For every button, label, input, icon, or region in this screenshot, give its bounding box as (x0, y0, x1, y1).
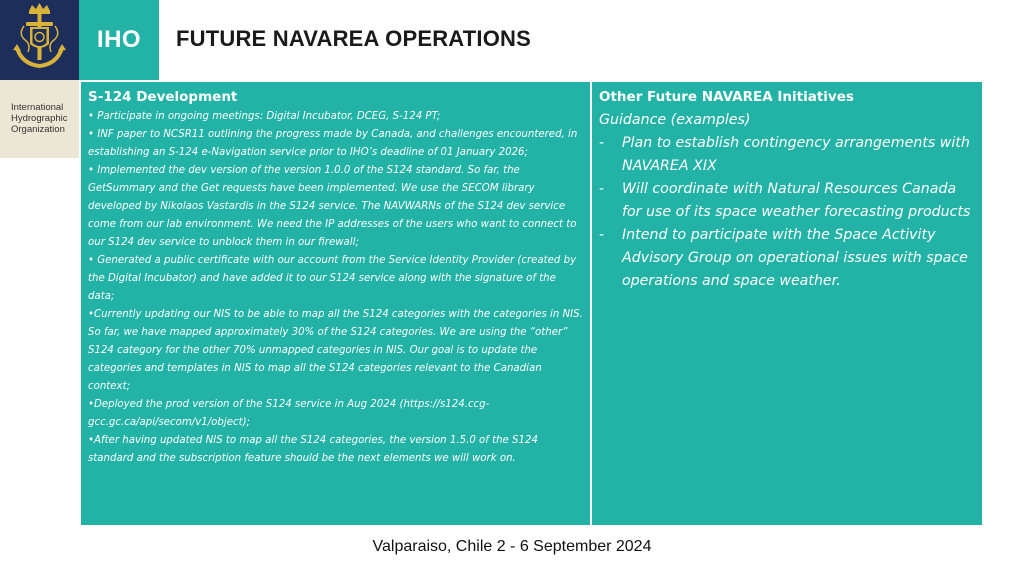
footer-location-date (0, 538, 1024, 556)
list-item-text: Will coordinate with Natural Resources Canada for use of its space weather forecasting products (622, 181, 971, 220)
anchor-crest-icon (0, 0, 79, 80)
list-item: •Deployed the prod version of the S124 service in Aug 2024 (https://s124.ccg-gcc.gc.ca/api/secom/v1/object); (88, 399, 490, 428)
list-item: •Currently updating our NIS to be able to map all the S124 categories with the categories in NIS. So far, we have mapped approximately 30% of the S124 categories. We are using the “other” S124 category for the other 70% unmapped categories in NIS. Our goal is to update the categories and templates in NIS to map all the S124 categories relevant to the Canadian context; (88, 309, 583, 392)
panel-heading: Other Future NAVAREA Initiatives (599, 89, 854, 105)
footer-text: Valparaiso, Chile 2 - 6 September 2024 (372, 538, 652, 555)
list-item: • Participate in ongoing meetings: Digital Incubator, DCEG, S-124 PT; (88, 111, 441, 122)
list-item-text: Plan to establish contingency arrangements with NAVAREA XIX (622, 135, 970, 174)
bullet-dash: - (599, 181, 605, 197)
list-item (599, 224, 974, 293)
list-item: • Generated a public certificate with our account from the Service Identity Provider (created by the Digital Incubator) and have added it to our S124 service along with the signature of the data; (88, 255, 577, 302)
panel-heading: S-124 Development (88, 89, 238, 105)
organization-name (0, 80, 79, 158)
org-name-line: Hydrographic (11, 113, 68, 124)
list-item: • Implemented the dev version of the version 1.0.0 of the S124 standard. So far, the GetSummary and the Get requests have been implemented. We use the SECOM library developed by Nikolaos Vastardis in the S124 service. The NAVWARNs of the S124 dev service come from our lab environment. We need the IP addresses of the users who want to connect to our S124 dev service to unblock them in our firewall; (88, 165, 577, 248)
slide-title: FUTURE NAVAREA OPERATIONS (176, 26, 531, 51)
org-name-line: International (11, 102, 64, 113)
org-name-line: Organization (11, 124, 65, 135)
list-item (599, 178, 974, 224)
iho-emblem (0, 0, 79, 80)
list-item: • INF paper to NCSR11 outlining the progress made by Canada, and challenges encountered, in establishing an S-124 e-Navigation service prior to IHO’s deadline of 01 January 2026; (88, 129, 578, 158)
s124-items-list (88, 108, 583, 468)
iho-wordmark: IHO (79, 0, 159, 80)
initiatives-list (599, 132, 974, 293)
bullet-dash: - (599, 135, 605, 151)
s124-development-panel (81, 82, 590, 525)
list-item (599, 132, 974, 178)
list-item: •After having updated NIS to map all the S124 categories, the version 1.5.0 of the S124 standard and the subscription feature should be the next elements we will work on. (88, 435, 538, 464)
navarea-initiatives-panel (592, 82, 982, 525)
bullet-dash: - (599, 227, 605, 243)
list-item-text: Intend to participate with the Space Activity Advisory Group on operational issues with space operations and space weather. (622, 227, 968, 289)
panel-subheading: Guidance (examples) (599, 112, 751, 128)
